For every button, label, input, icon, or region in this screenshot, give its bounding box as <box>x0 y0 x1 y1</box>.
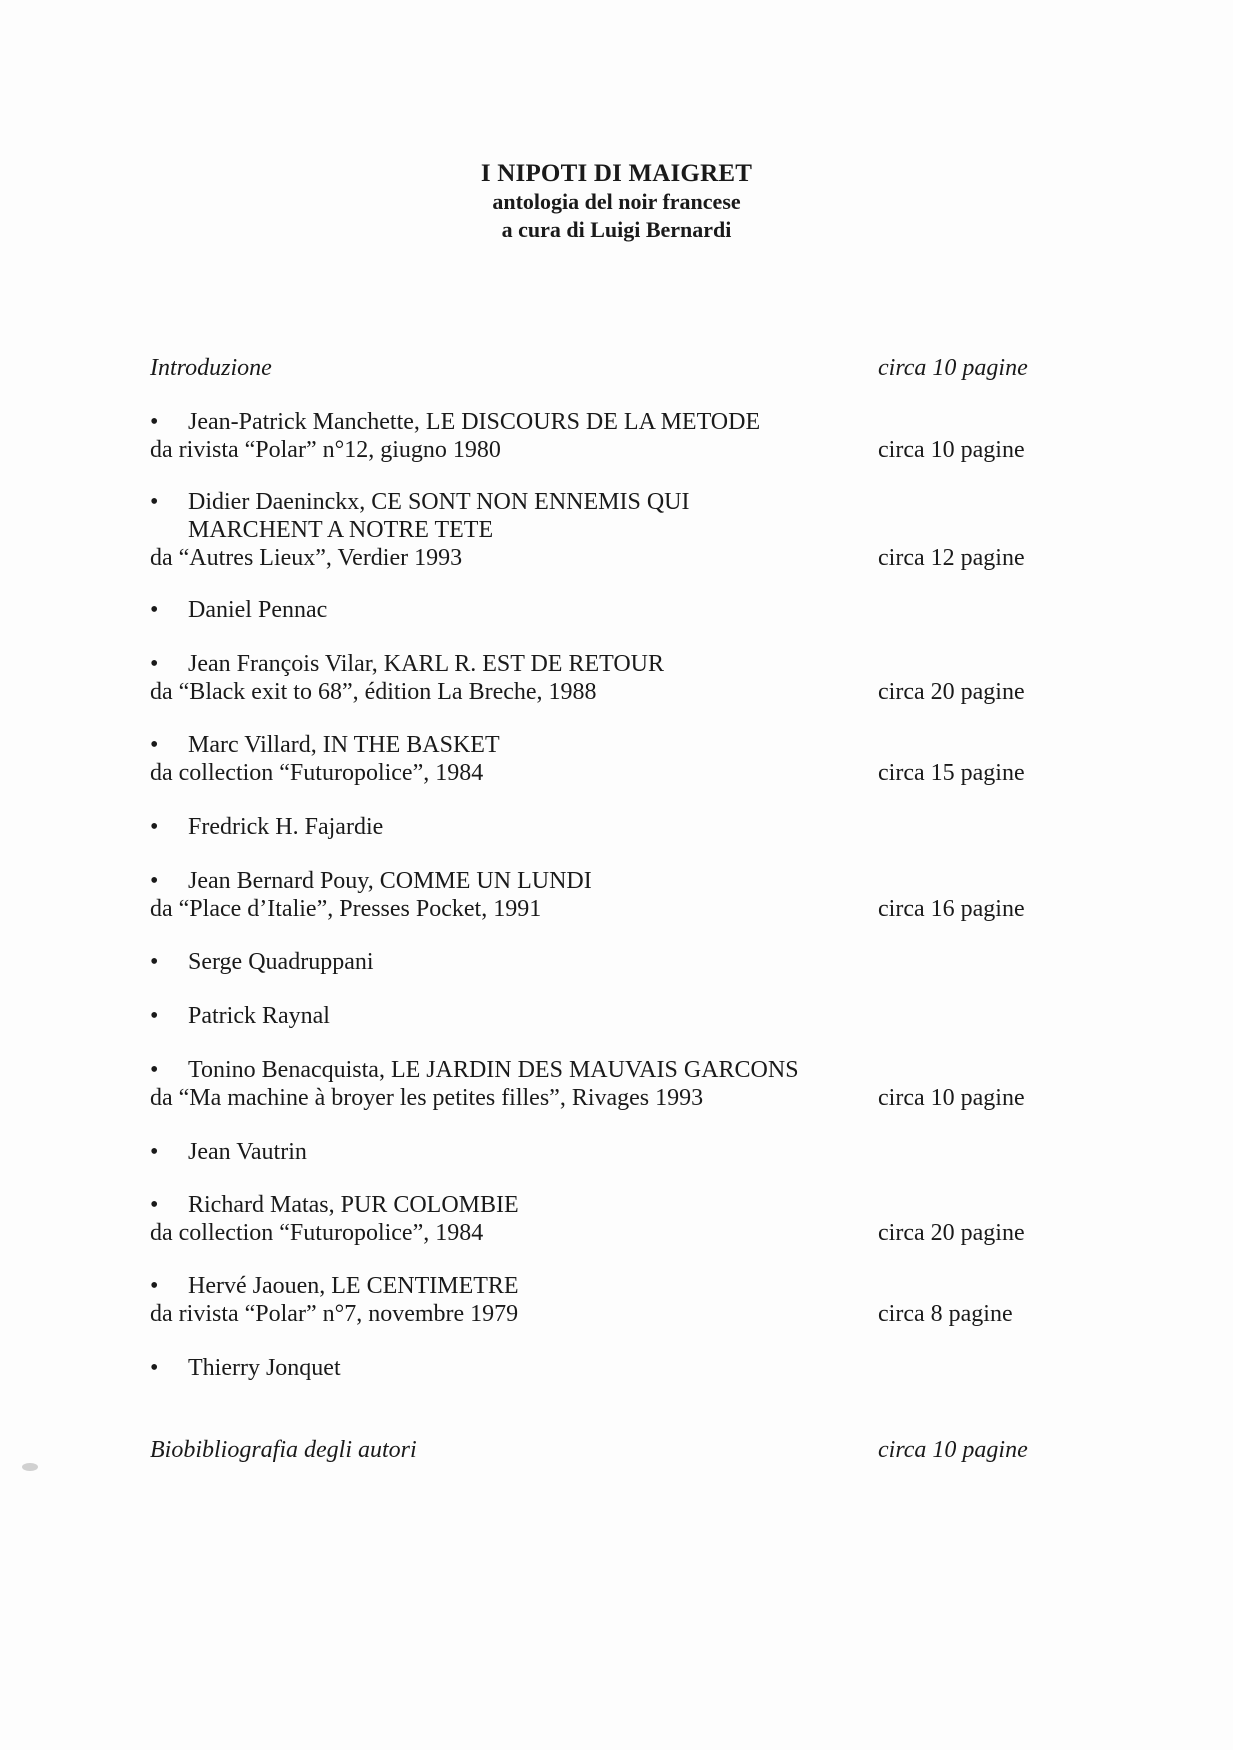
document-header <box>0 160 1233 244</box>
intro-pages: circa 10 pagine <box>878 355 1028 381</box>
bullet-icon: • <box>150 1355 159 1381</box>
bullet-icon: • <box>150 949 159 975</box>
entry-source: da “Ma machine à broyer les petites filles”, Rivages 1993 <box>150 1085 704 1111</box>
list-item <box>150 1138 1060 1166</box>
paper-speck <box>22 1463 38 1471</box>
list-item <box>150 1056 1060 1112</box>
outro-row <box>150 1436 1060 1464</box>
entry-source: da collection “Futuropolice”, 1984 <box>150 1220 484 1246</box>
bullet-icon: • <box>150 732 159 758</box>
bullet-icon: • <box>150 1139 159 1165</box>
document-editor: a cura di Luigi Bernardi <box>501 217 732 242</box>
intro-row <box>150 354 1060 382</box>
entry-pages: circa 15 pagine <box>878 760 1025 786</box>
intro-label: Introduzione <box>150 355 272 381</box>
bullet-icon: • <box>150 1192 159 1218</box>
bullet-icon: • <box>150 409 159 435</box>
entry-pages: circa 8 pagine <box>878 1301 1013 1327</box>
entry-author: Daniel Pennac <box>188 597 328 623</box>
entry-pages: circa 20 pagine <box>878 679 1025 705</box>
entry-author-cont: MARCHENT A NOTRE TETE <box>188 517 494 543</box>
list-item <box>150 408 1060 464</box>
entry-source: da “Place d’Italie”, Presses Pocket, 1991 <box>150 896 542 922</box>
entry-author: Jean François Vilar, KARL R. EST DE RETOUR <box>188 651 665 677</box>
bullet-icon: • <box>150 1003 159 1029</box>
list-item <box>150 1272 1060 1328</box>
list-item <box>150 1002 1060 1030</box>
list-item <box>150 488 1060 572</box>
entry-author: Patrick Raynal <box>188 1003 330 1029</box>
entry-pages: circa 16 pagine <box>878 896 1025 922</box>
entry-source: da “Autres Lieux”, Verdier 1993 <box>150 545 463 571</box>
entry-author: Jean Vautrin <box>188 1139 307 1165</box>
bullet-icon: • <box>150 1273 159 1299</box>
entry-source: da “Black exit to 68”, édition La Breche, 1988 <box>150 679 597 705</box>
entry-author: Hervé Jaouen, LE CENTIMETRE <box>188 1273 519 1299</box>
entry-author: Jean-Patrick Manchette, LE DISCOURS DE LA METODE <box>188 409 761 435</box>
list-item <box>150 650 1060 706</box>
list-item <box>150 731 1060 787</box>
bullet-icon: • <box>150 489 159 515</box>
list-item <box>150 867 1060 923</box>
document-subtitle: antologia del noir francese <box>492 189 741 214</box>
entry-author: Didier Daeninckx, CE SONT NON ENNEMIS QUI <box>188 489 690 515</box>
outro-label: Biobibliografia degli autori <box>150 1437 417 1463</box>
bullet-icon: • <box>150 597 159 623</box>
entry-author: Fredrick H. Fajardie <box>188 814 384 840</box>
entry-author: Jean Bernard Pouy, COMME UN LUNDI <box>188 868 592 894</box>
entry-author: Thierry Jonquet <box>188 1355 341 1381</box>
list-item <box>150 1191 1060 1247</box>
entry-author: Serge Quadruppani <box>188 949 374 975</box>
list-item <box>150 1354 1060 1382</box>
entry-pages: circa 12 pagine <box>878 545 1025 571</box>
list-item <box>150 948 1060 976</box>
bullet-icon: • <box>150 651 159 677</box>
list-item <box>150 813 1060 841</box>
entry-pages: circa 10 pagine <box>878 437 1025 463</box>
entry-pages: circa 20 pagine <box>878 1220 1025 1246</box>
entry-source: da collection “Futuropolice”, 1984 <box>150 760 484 786</box>
bullet-icon: • <box>150 814 159 840</box>
entry-author: Marc Villard, IN THE BASKET <box>188 732 500 758</box>
entry-source: da rivista “Polar” n°12, giugno 1980 <box>150 437 501 463</box>
list-item <box>150 596 1060 624</box>
entry-source: da rivista “Polar” n°7, novembre 1979 <box>150 1301 519 1327</box>
entry-author: Richard Matas, PUR COLOMBIE <box>188 1192 519 1218</box>
entry-pages: circa 10 pagine <box>878 1085 1025 1111</box>
document-title: I NIPOTI DI MAIGRET <box>480 160 753 187</box>
bullet-icon: • <box>150 1057 159 1083</box>
outro-pages: circa 10 pagine <box>878 1437 1028 1463</box>
entry-author: Tonino Benacquista, LE JARDIN DES MAUVAIS GARCONS <box>188 1057 799 1083</box>
bullet-icon: • <box>150 868 159 894</box>
